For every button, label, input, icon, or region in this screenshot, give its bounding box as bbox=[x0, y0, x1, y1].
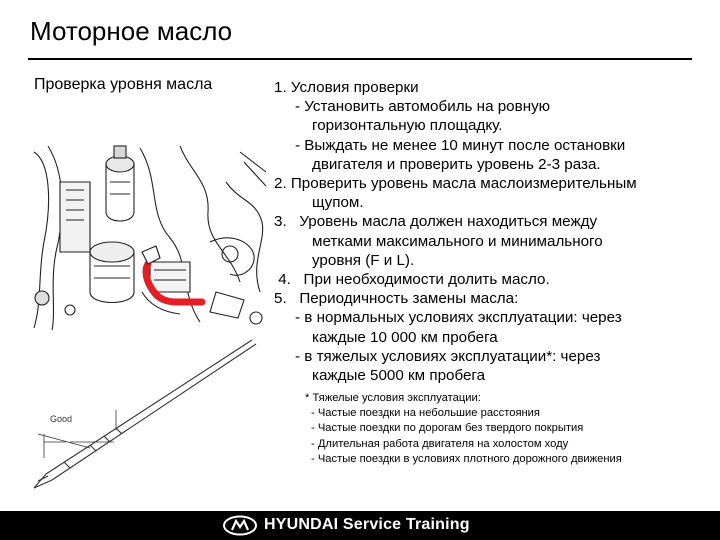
instruction-line: 1. Условия проверки bbox=[274, 79, 419, 96]
instruction-line: щупом. bbox=[312, 194, 364, 212]
instruction-line: метками максимального и минимального bbox=[312, 232, 603, 250]
instructions-text bbox=[274, 78, 714, 385]
subheading: Проверка уровня масла bbox=[34, 76, 213, 93]
instruction-line: - Установить автомобиль на ровную bbox=[295, 98, 551, 116]
note-item: - Частые поездки по дорогам без твердого покрытия bbox=[311, 422, 584, 435]
note-item: - Частые поездки в условиях плотного дорожного движения bbox=[311, 452, 622, 465]
instruction-line: 2. Проверить уровень масла маслоизмерительным bbox=[274, 175, 637, 193]
footer-brand-text: HYUNDAI Service Training bbox=[264, 516, 470, 533]
note-item: - Частые поездки на небольшие расстояния bbox=[311, 407, 540, 420]
instruction-line: 4. При необходимости долить масло. bbox=[274, 271, 550, 289]
instruction-line: - в тяжелых условиях эксплуатации*: через bbox=[295, 347, 601, 365]
instruction-line: горизонтальную площадку. bbox=[312, 117, 503, 135]
hyundai-logo-icon bbox=[222, 515, 258, 536]
note-heading: * Тяжелые условия эксплуатации: bbox=[305, 392, 481, 404]
slide-title: Моторное масло bbox=[30, 16, 233, 46]
dipstick-good-label: Good bbox=[50, 414, 73, 424]
instruction-line: каждые 10 000 км пробега bbox=[312, 328, 498, 346]
instruction-line: 5. Периодичность замены масла: bbox=[274, 290, 519, 308]
heavy-conditions-note bbox=[305, 391, 622, 467]
footer-bar bbox=[0, 511, 720, 540]
dipstick-illustration bbox=[30, 338, 260, 490]
instruction-line: - в нормальных условиях эксплуатации: через bbox=[295, 309, 622, 327]
instruction-line: 3. Уровень масла должен находиться между bbox=[274, 213, 598, 231]
engine-bay-illustration bbox=[30, 142, 268, 330]
instruction-line: уровня (F и L). bbox=[312, 251, 415, 269]
instruction-line: каждые 5000 км пробега bbox=[312, 367, 486, 385]
instruction-line: - Выждать не менее 10 минут после остановки bbox=[295, 136, 626, 154]
note-item: - Длительная работа двигателя на холостом ходу bbox=[311, 437, 569, 450]
title-divider bbox=[28, 58, 692, 60]
instruction-line: двигателя и проверить уровень 2-3 раза. bbox=[312, 155, 601, 173]
